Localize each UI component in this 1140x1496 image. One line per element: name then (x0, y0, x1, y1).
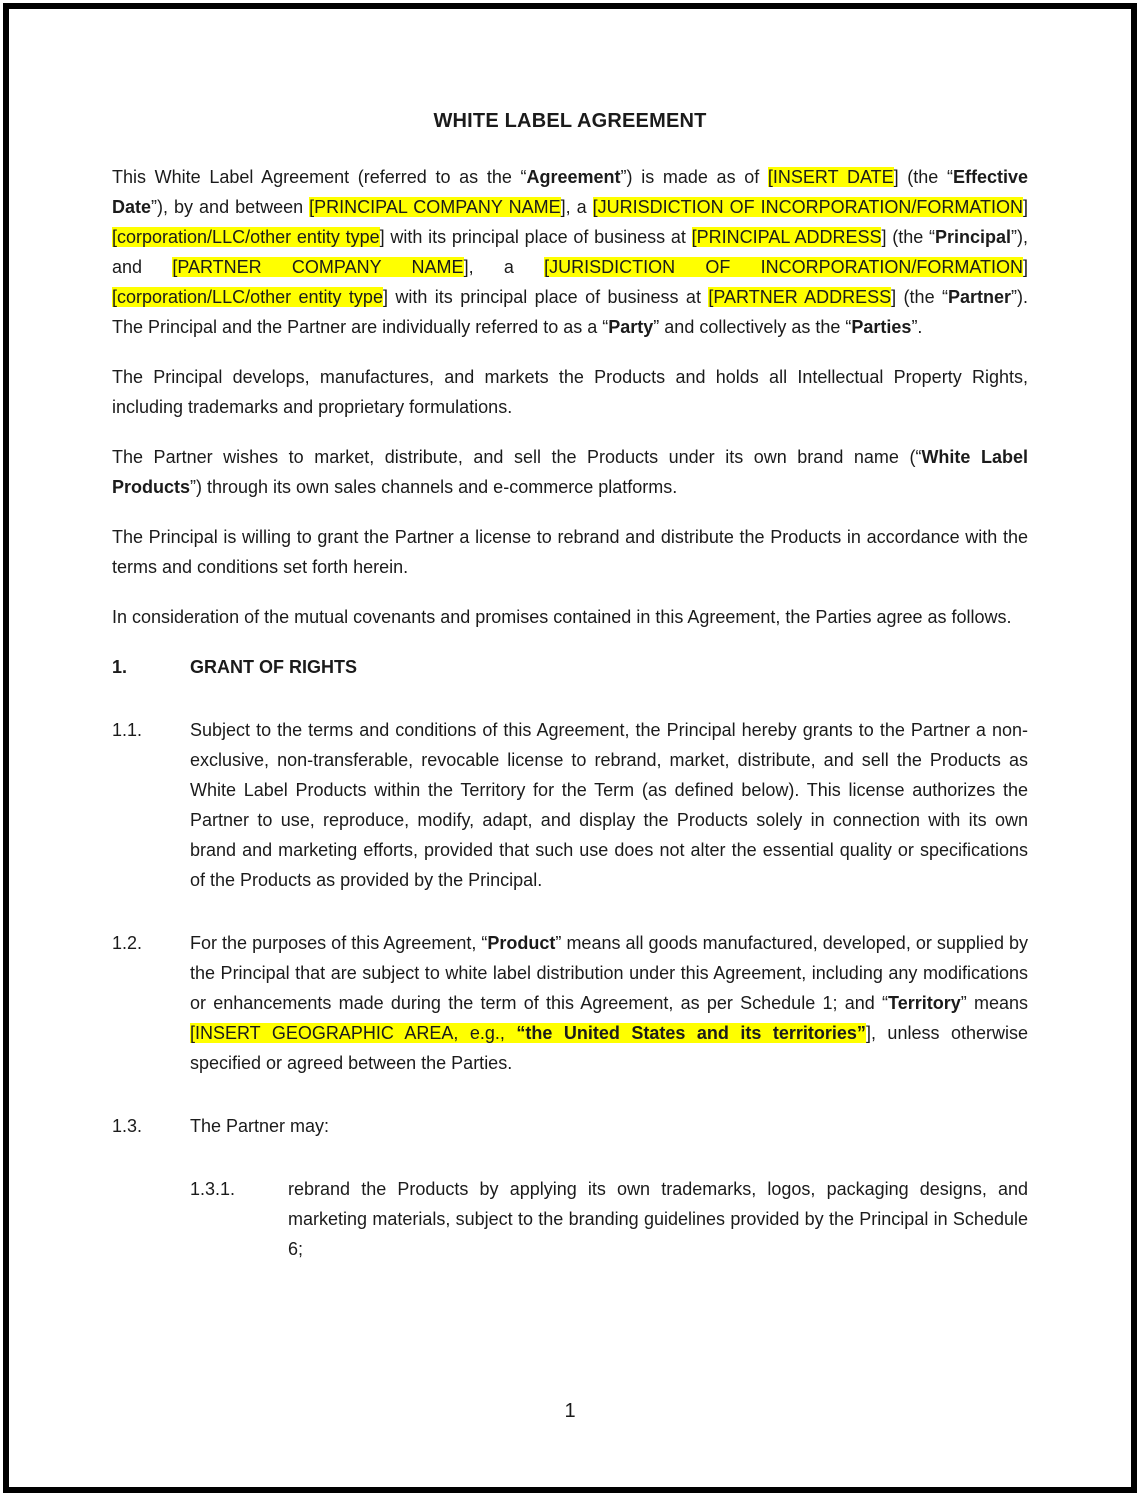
clause-1-3-text: The Partner may: (190, 1116, 330, 1136)
clause-1-3-1 (190, 1174, 1028, 1264)
section-1-heading (112, 652, 1028, 682)
recital-partner-paragraph: The Partner wishes to market, distribute, and sell the Products under its own brand name (“White Label Products”) through its own sales channels and e-commerce platforms. (112, 447, 1028, 497)
clause-1-1-number: 1.1. (112, 720, 143, 740)
section-number: 1. (112, 657, 128, 677)
consideration-paragraph: In consideration of the mutual covenants and promises contained in this Agreement, the Parties agree as follows. (112, 607, 1012, 627)
clause-1-3-1-number: 1.3.1. (190, 1179, 236, 1199)
section-heading-text: GRANT OF RIGHTS (190, 657, 357, 677)
clause-1-3-number: 1.3. (112, 1116, 143, 1136)
clause-1-2-number: 1.2. (112, 933, 143, 953)
clause-1-1-text: Subject to the terms and conditions of this Agreement, the Principal hereby grants to the Partner a non-exclusive, non-transferable, revocable license to rebrand, market, distribute, and sell the Products as White Label Products within the Territory for the Term (as defined below). This license authorizes the Partner to use, reproduce, modify, adapt, and display the Products solely in connection with its own brand and marketing efforts, provided that such use does not alter the essential quality or specifications of the Products as provided by the Principal. (190, 720, 1028, 890)
clause-1-2 (112, 928, 1028, 1078)
intro-paragraph: This White Label Agreement (referred to as the “Agreement”) is made as of [INSERT DATE] (the “Effective Date”), by and between [PRINCIPAL COMPANY NAME], a [JURISDICTION OF INCORPORATION/FORMATION] [corporation/LLC/other entity type] with its principal place of business at [PRINCIPAL ADDRESS] (the “Principal”), and [PARTNER COMPANY NAME], a [JURISDICTION OF INCORPORATION/FORMATION] [corporation/LLC/other entity type] with its principal place of business at [PARTNER ADDRESS] (the “Partner”). The Principal and the Partner are individually referred to as a “Party” and collectively as the “Parties”. (112, 167, 1029, 337)
document-title: WHITE LABEL AGREEMENT (433, 110, 707, 132)
clause-1-3-1-text: rebrand the Products by applying its own trademarks, logos, packaging designs, and marketing materials, subject to the branding guidelines provided by the Principal in Schedule 6; (288, 1179, 1028, 1259)
clause-1-3 (112, 1111, 1028, 1141)
page-number: 1 (564, 1400, 576, 1422)
clause-1-2-text: For the purposes of this Agreement, “Product” means all goods manufactured, developed, or supplied by the Principal that are subject to white label distribution under this Agreement, including any modifications or enhancements made during the term of this Agreement, as per Schedule 1; and “Territory” means [INSERT GEOGRAPHIC AREA, e.g., “the United States and its territories”], unless otherwise specified or agreed between the Parties. (190, 933, 1028, 1073)
recital-principal-paragraph: The Principal develops, manufactures, and markets the Products and holds all Intellectual Property Rights, including trademarks and proprietary formulations. (112, 367, 1028, 417)
recital-license-paragraph: The Principal is willing to grant the Partner a license to rebrand and distribute the Products in accordance with the terms and conditions set forth herein. (112, 527, 1028, 577)
clause-1-1 (112, 715, 1028, 895)
